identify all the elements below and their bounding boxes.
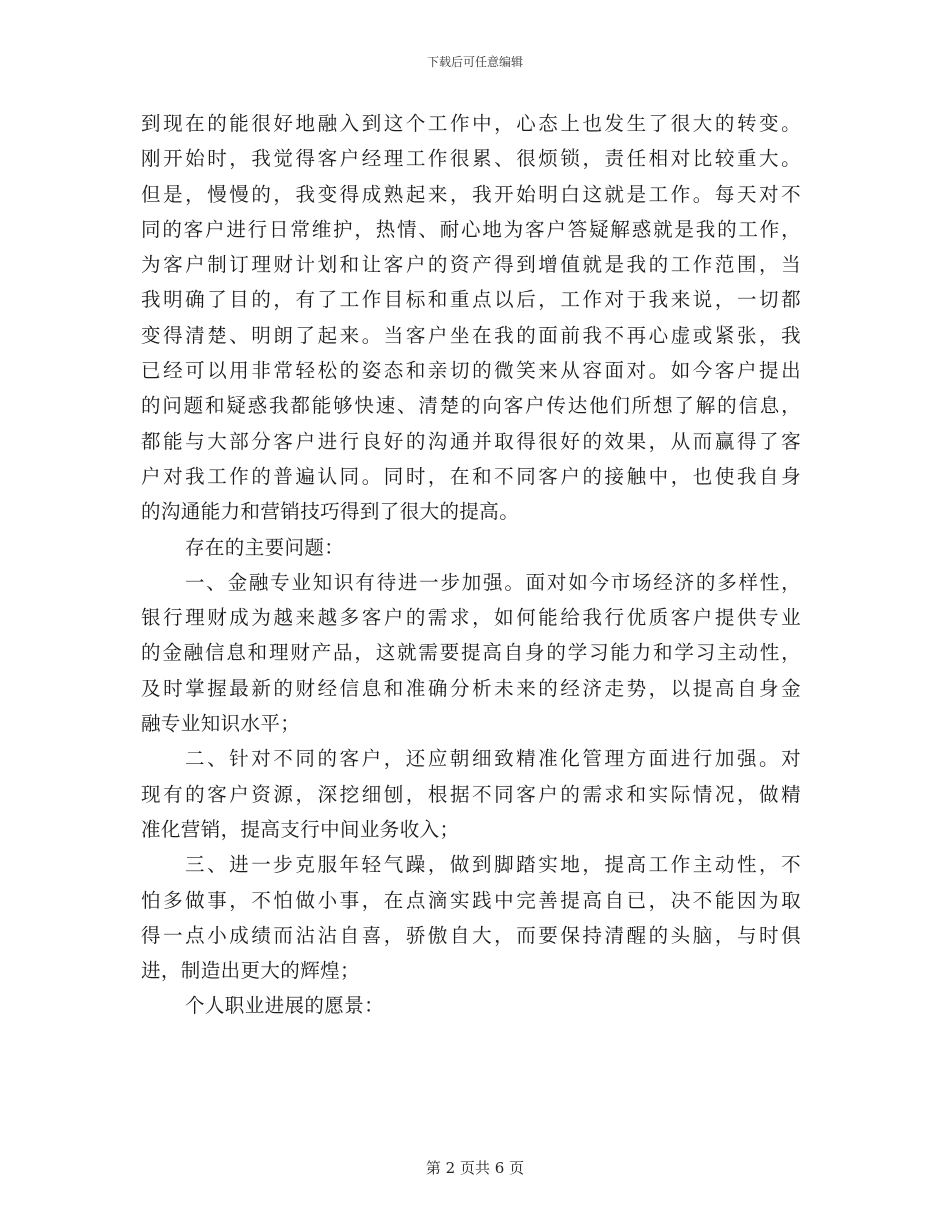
text-line: 一、金融专业知识有待进一步加强。面对如今市场经济的多样性，	[185, 570, 801, 594]
text-line: 融专业知识水平；	[141, 712, 301, 736]
text-line: 个人职业进展的愿景：	[185, 994, 385, 1018]
text-line: 到现在的能很好地融入到这个工作中，心态上也发生了很大的转变。	[141, 112, 801, 135]
text-line: 进，制造出更大的辉煌；	[141, 959, 360, 983]
text-line: 存在的主要问题：	[185, 535, 345, 559]
text-line: 的沟通能力和营销技巧得到了很大的提高。	[141, 500, 520, 524]
text-line: 怕多做事，不怕做小事，在点滴实践中完善提高自已，决不能因为取	[141, 888, 801, 912]
text-line: 已经可以用非常轻松的姿态和亲切的微笑来从容面对。如今客户提出	[141, 359, 801, 383]
document-body	[141, 106, 801, 1024]
text-line: 但是，慢慢的，我变得成熟起来，我开始明白这就是工作。每天对不	[141, 182, 801, 206]
text-line: 现有的客户资源，深挖细刨，根据不同客户的需求和实际情况，做精	[141, 782, 801, 806]
text-line: 的问题和疑惑我都能够快速、清楚的向客户传达他们所想了解的信息，	[141, 394, 801, 418]
text-line: 得一点小成绩而沾沾自喜，骄傲自大，而要保持清醒的头脑，与时俱	[141, 923, 801, 947]
page-header: 下载后可任意编辑	[426, 55, 523, 69]
text-line: 变得清楚、明朗了起来。当客户坐在我的面前我不再心虚或紧张，我	[141, 323, 801, 347]
text-line: 为客户制订理财计划和让客户的资产得到增值就是我的工作范围，当	[141, 253, 801, 277]
text-line: 的金融信息和理财产品，这就需要提高自身的学习能力和学习主动性，	[141, 641, 801, 665]
text-line: 准化营销，提高支行中间业务收入；	[141, 817, 460, 841]
text-line: 三、进一步克服年轻气躁，做到脚踏实地，提高工作主动性，不	[185, 853, 801, 877]
text-line: 都能与大部分客户进行良好的沟通并取得很好的效果，从而赢得了客	[141, 429, 801, 453]
text-line: 银行理财成为越来越多客户的需求，如何能给我行优质客户提供专业	[141, 606, 801, 630]
text-line: 二、针对不同的客户，还应朝细致精准化管理方面进行加强。对	[185, 747, 801, 771]
text-line: 同的客户进行日常维护，热情、耐心地为客户答疑解惑就是我的工作，	[141, 217, 801, 241]
text-line: 刚开始时，我觉得客户经理工作很累、很烦锁，责任相对比较重大。	[141, 147, 801, 171]
text-line: 我明确了目的，有了工作目标和重点以后，工作对于我来说，一切都	[141, 288, 801, 312]
page-footer: 第 2 页共 6 页	[425, 1159, 525, 1177]
text-line: 户对我工作的普遍认同。同时，在和不同客户的接触中，也使我自身	[141, 464, 801, 488]
text-line: 及时掌握最新的财经信息和准确分析未来的经济走势，以提高自身金	[141, 676, 801, 700]
